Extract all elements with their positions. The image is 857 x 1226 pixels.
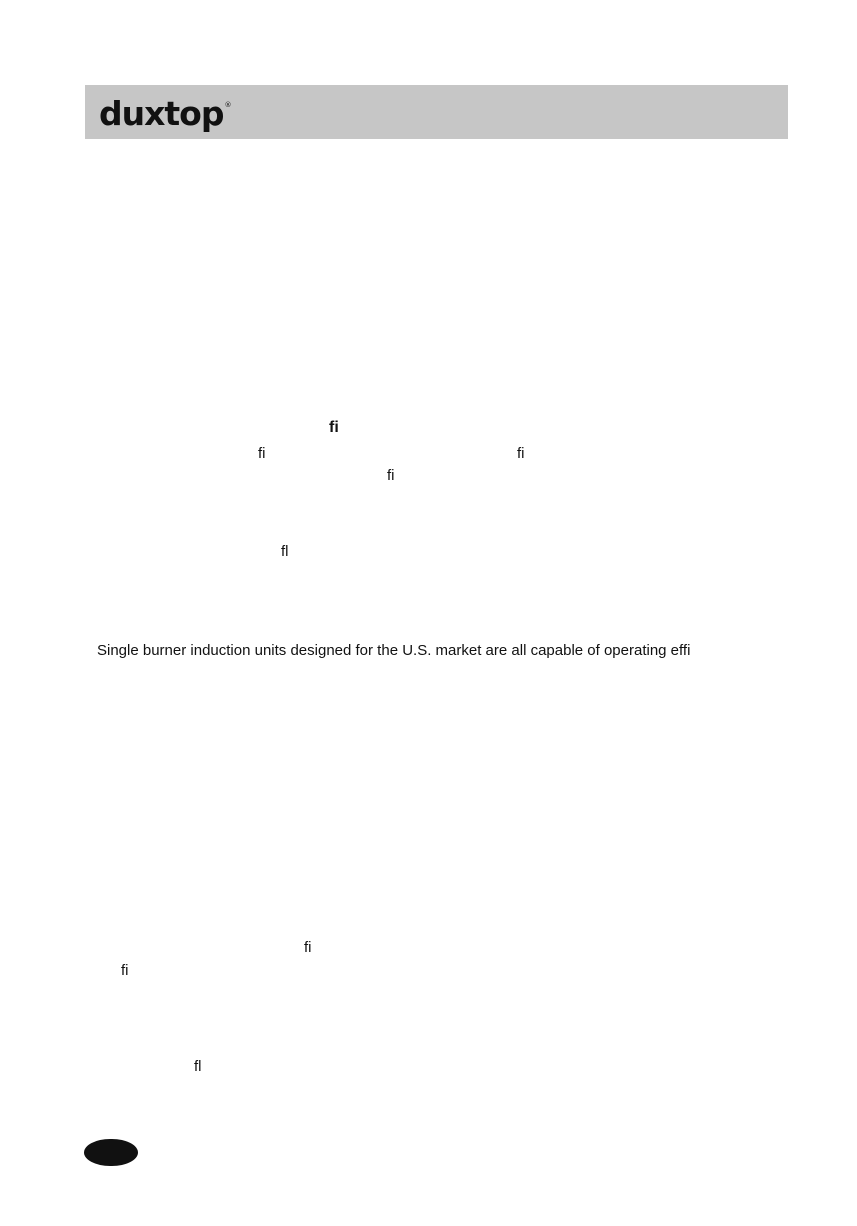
ligature-fragment: fi — [517, 445, 525, 462]
ligature-fragment: fi — [387, 467, 395, 484]
duxtop-logo — [99, 85, 231, 139]
ligature-fragment: fi — [121, 962, 129, 979]
logo-wordmark: duxtop — [99, 93, 224, 133]
header-band — [85, 85, 788, 139]
ligature-fragment: fi — [329, 419, 339, 436]
registered-mark: ® — [224, 101, 232, 109]
ligature-fragment: fl — [281, 543, 289, 560]
ligature-fragment: fi — [304, 939, 312, 956]
body-sentence: Single burner induction units designed for the U.S. market are all capable of operating effi — [97, 642, 691, 659]
ligature-fragment: fi — [258, 445, 266, 462]
page-number-tab — [84, 1139, 138, 1166]
ligature-fragment: fl — [194, 1058, 202, 1075]
